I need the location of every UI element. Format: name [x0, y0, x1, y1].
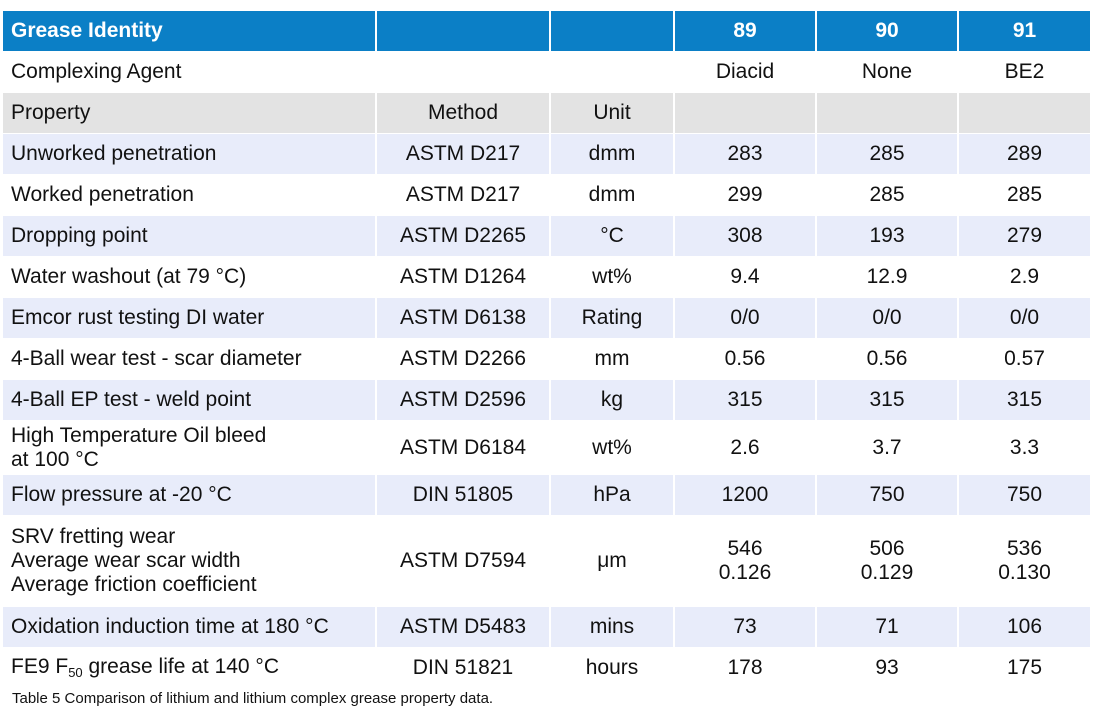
method-cell: DIN 51805 — [376, 475, 550, 516]
value-91-cell: 285 — [958, 175, 1091, 216]
value-89-cell: 0/0 — [674, 298, 816, 339]
property-cell: Oxidation induction time at 180 °C — [3, 607, 376, 648]
value-91-cell: 750 — [958, 475, 1091, 516]
complexing-agent-90: None — [816, 52, 958, 93]
property-line: High Temperature Oil bleed — [11, 423, 267, 447]
grease-property-table — [3, 11, 1092, 689]
value-90-cell: 0.56 — [816, 339, 958, 380]
wear-scar-value: 506 — [869, 537, 905, 560]
value-89-cell: 0.56 — [674, 339, 816, 380]
table-row — [3, 516, 1091, 607]
subscript-50: 50 — [68, 665, 83, 680]
property-cell: Worked penetration — [3, 175, 376, 216]
value-91-cell: 2.9 — [958, 257, 1091, 298]
unit-cell: °C — [550, 216, 674, 257]
value-89-cell: 308 — [674, 216, 816, 257]
friction-value: 0.129 — [860, 561, 914, 584]
table-caption: Table 5 Comparison of lithium and lithium complex grease property data. — [12, 690, 494, 707]
property-text: FE9 F — [11, 655, 69, 678]
property-line: Average friction coefficient — [11, 573, 257, 596]
value-90-cell: 0/0 — [816, 298, 958, 339]
method-cell: ASTM D5483 — [376, 607, 550, 648]
value-89-cell: 315 — [674, 380, 816, 421]
unit-cell: mm — [550, 339, 674, 380]
method-cell: ASTM D217 — [376, 134, 550, 175]
property-line: at 100 °C — [11, 447, 99, 471]
unit-cell: mins — [550, 607, 674, 648]
complexing-blank-unit — [550, 52, 674, 93]
property-cell: Flow pressure at -20 °C — [3, 475, 376, 516]
value-91-cell: 289 — [958, 134, 1091, 175]
table-row — [3, 257, 1091, 298]
table-row — [3, 421, 1091, 475]
property-cell: Dropping point — [3, 216, 376, 257]
value-89-cell: 178 — [674, 648, 816, 689]
value-89-cell: 1200 — [674, 475, 816, 516]
value-89-cell: 299 — [674, 175, 816, 216]
column-header-blank-91 — [958, 93, 1091, 134]
unit-cell: wt% — [550, 421, 674, 475]
table-row — [3, 607, 1091, 648]
value-90-cell: 193 — [816, 216, 958, 257]
unit-column-header: Unit — [550, 93, 674, 134]
method-cell: ASTM D2265 — [376, 216, 550, 257]
unit-cell: hours — [550, 648, 674, 689]
value-91-cell: 0/0 — [958, 298, 1091, 339]
property-cell: Unworked penetration — [3, 134, 376, 175]
value-89-cell: 73 — [674, 607, 816, 648]
method-cell: ASTM D6184 — [376, 421, 550, 475]
value-89-cell — [674, 516, 816, 607]
unit-cell: dmm — [550, 134, 674, 175]
value-90-cell: 285 — [816, 175, 958, 216]
complexing-agent-89: Diacid — [674, 52, 816, 93]
method-cell: ASTM D7594 — [376, 516, 550, 607]
table-row — [3, 216, 1091, 257]
wear-scar-value: 536 — [1006, 537, 1043, 560]
table-row — [3, 380, 1091, 421]
grease-identity-heading: Grease Identity — [3, 11, 376, 52]
value-90-cell: 3.7 — [816, 421, 958, 475]
property-line: Average wear scar width — [11, 549, 241, 572]
unit-cell: kg — [550, 380, 674, 421]
method-column-header: Method — [376, 93, 550, 134]
value-91-cell: 3.3 — [958, 421, 1091, 475]
value-91-cell: 106 — [958, 607, 1091, 648]
grease-91-heading: 91 — [958, 11, 1091, 52]
property-cell: 4-Ball wear test - scar diameter — [3, 339, 376, 380]
method-cell: ASTM D2266 — [376, 339, 550, 380]
column-header-row — [3, 93, 1091, 134]
table-row — [3, 175, 1091, 216]
column-header-blank-90 — [816, 93, 958, 134]
unit-cell: wt% — [550, 257, 674, 298]
value-90-cell: 12.9 — [816, 257, 958, 298]
value-90-cell: 750 — [816, 475, 958, 516]
value-90-cell: 71 — [816, 607, 958, 648]
value-90-cell — [816, 516, 958, 607]
table-row — [3, 298, 1091, 339]
wear-scar-value: 546 — [727, 537, 763, 560]
unit-cell: μm — [550, 516, 674, 607]
method-cell: ASTM D2596 — [376, 380, 550, 421]
property-cell — [3, 516, 376, 607]
table-header-row — [3, 11, 1091, 52]
property-column-header: Property — [3, 93, 376, 134]
value-89-cell: 283 — [674, 134, 816, 175]
method-cell: ASTM D6138 — [376, 298, 550, 339]
complexing-agent-label: Complexing Agent — [3, 52, 376, 93]
unit-cell: dmm — [550, 175, 674, 216]
property-cell: 4-Ball EP test - weld point — [3, 380, 376, 421]
value-89-cell: 2.6 — [674, 421, 816, 475]
friction-value: 0.130 — [998, 561, 1051, 584]
header-blank-unit — [550, 11, 674, 52]
method-cell: ASTM D1264 — [376, 257, 550, 298]
property-cell: Water washout (at 79 °C) — [3, 257, 376, 298]
property-cell — [3, 648, 376, 689]
table-row — [3, 339, 1091, 380]
property-cell: Emcor rust testing DI water — [3, 298, 376, 339]
property-line: SRV fretting wear — [11, 525, 176, 548]
method-cell: ASTM D217 — [376, 175, 550, 216]
value-90-cell: 93 — [816, 648, 958, 689]
complexing-blank-method — [376, 52, 550, 93]
complexing-agent-row — [3, 52, 1091, 93]
value-89-cell: 9.4 — [674, 257, 816, 298]
table-row — [3, 475, 1091, 516]
grease-89-heading: 89 — [674, 11, 816, 52]
friction-value: 0.126 — [718, 561, 772, 584]
value-91-cell: 175 — [958, 648, 1091, 689]
value-91-cell: 0.57 — [958, 339, 1091, 380]
property-cell — [3, 421, 376, 475]
value-91-cell: 279 — [958, 216, 1091, 257]
grease-90-heading: 90 — [816, 11, 958, 52]
value-91-cell — [958, 516, 1091, 607]
value-91-cell: 315 — [958, 380, 1091, 421]
column-header-blank-89 — [674, 93, 816, 134]
value-90-cell: 315 — [816, 380, 958, 421]
table-row — [3, 134, 1091, 175]
property-text: grease life at 140 °C — [82, 655, 279, 678]
table-row — [3, 648, 1091, 689]
unit-cell: Rating — [550, 298, 674, 339]
header-blank-method — [376, 11, 550, 52]
value-90-cell: 285 — [816, 134, 958, 175]
unit-cell: hPa — [550, 475, 674, 516]
complexing-agent-91: BE2 — [958, 52, 1091, 93]
method-cell: DIN 51821 — [376, 648, 550, 689]
